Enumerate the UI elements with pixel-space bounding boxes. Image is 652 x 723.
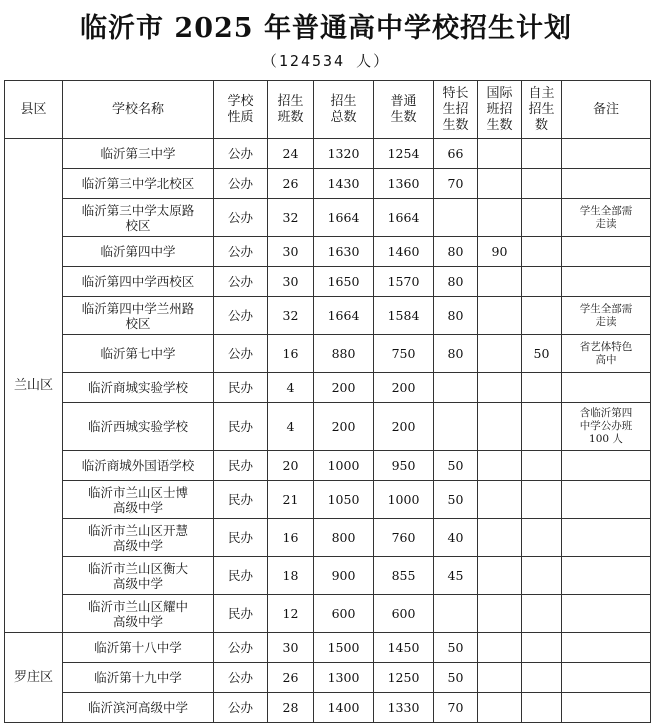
total-enrollment-cell: 1300 bbox=[314, 663, 374, 693]
remarks-cell bbox=[562, 237, 651, 267]
school-name-cell: 临沂市兰山区衡大 高级中学 bbox=[63, 557, 214, 595]
class-count-cell: 28 bbox=[268, 693, 314, 723]
international-class-cell bbox=[478, 633, 522, 663]
total-enrollment-cell: 1050 bbox=[314, 481, 374, 519]
table-row bbox=[5, 373, 651, 403]
school-name-cell: 临沂第三中学 bbox=[63, 139, 214, 169]
total-enrollment-cell: 900 bbox=[314, 557, 374, 595]
total-enrollment-cell: 800 bbox=[314, 519, 374, 557]
autonomous-enrollment-cell bbox=[522, 481, 562, 519]
autonomous-enrollment-cell bbox=[522, 403, 562, 451]
school-name-cell: 临沂滨河高级中学 bbox=[63, 693, 214, 723]
table-row bbox=[5, 297, 651, 335]
special-talent-cell: 50 bbox=[434, 481, 478, 519]
header-special-talent: 特长 生招 生数 bbox=[434, 81, 478, 139]
autonomous-enrollment-cell bbox=[522, 199, 562, 237]
special-talent-cell: 50 bbox=[434, 451, 478, 481]
remarks-cell bbox=[562, 481, 651, 519]
regular-students-cell: 1254 bbox=[374, 139, 434, 169]
school-nature-cell: 民办 bbox=[214, 519, 268, 557]
page-title: 临沂市 2025 年普通高中学校招生计划 bbox=[80, 13, 572, 44]
school-name-cell: 临沂商城实验学校 bbox=[63, 373, 214, 403]
special-talent-cell bbox=[434, 373, 478, 403]
school-name-cell: 临沂市兰山区耀中 高级中学 bbox=[63, 595, 214, 633]
autonomous-enrollment-cell bbox=[522, 557, 562, 595]
school-nature-cell: 公办 bbox=[214, 267, 268, 297]
school-name-cell: 临沂第十八中学 bbox=[63, 633, 214, 663]
total-enrollment-cell: 1430 bbox=[314, 169, 374, 199]
remarks-cell bbox=[562, 373, 651, 403]
total-enrollment-cell: 600 bbox=[314, 595, 374, 633]
header-class-count: 招生 班数 bbox=[268, 81, 314, 139]
remarks-cell bbox=[562, 557, 651, 595]
class-count-cell: 20 bbox=[268, 451, 314, 481]
school-name-cell: 临沂西城实验学校 bbox=[63, 403, 214, 451]
school-name-cell: 临沂第三中学北校区 bbox=[63, 169, 214, 199]
total-enrollment-cell: 200 bbox=[314, 373, 374, 403]
international-class-cell bbox=[478, 373, 522, 403]
international-class-cell bbox=[478, 595, 522, 633]
class-count-cell: 32 bbox=[268, 199, 314, 237]
total-enrollment-cell: 1664 bbox=[314, 297, 374, 335]
table-header-row bbox=[5, 81, 651, 139]
remarks-cell bbox=[562, 267, 651, 297]
autonomous-enrollment-cell bbox=[522, 595, 562, 633]
header-regular-students: 普通 生数 bbox=[374, 81, 434, 139]
special-talent-cell: 66 bbox=[434, 139, 478, 169]
autonomous-enrollment-cell bbox=[522, 267, 562, 297]
total-enrollment-cell: 1320 bbox=[314, 139, 374, 169]
school-name-cell: 临沂第三中学太原路 校区 bbox=[63, 199, 214, 237]
international-class-cell bbox=[478, 693, 522, 723]
special-talent-cell: 40 bbox=[434, 519, 478, 557]
school-name-cell: 临沂第四中学西校区 bbox=[63, 267, 214, 297]
table-row bbox=[5, 139, 651, 169]
autonomous-enrollment-cell bbox=[522, 693, 562, 723]
autonomous-enrollment-cell bbox=[522, 373, 562, 403]
remarks-cell bbox=[562, 693, 651, 723]
remarks-cell: 省艺体特色 高中 bbox=[562, 335, 651, 373]
class-count-cell: 18 bbox=[268, 557, 314, 595]
class-count-cell: 32 bbox=[268, 297, 314, 335]
header-school-name: 学校名称 bbox=[63, 81, 214, 139]
remarks-cell: 含临沂第四 中学公办班 100 人 bbox=[562, 403, 651, 451]
school-nature-cell: 民办 bbox=[214, 373, 268, 403]
table-row bbox=[5, 335, 651, 373]
total-enrollment-cell: 1630 bbox=[314, 237, 374, 267]
table-row bbox=[5, 633, 651, 663]
class-count-cell: 4 bbox=[268, 403, 314, 451]
header-total-enrollment: 招生 总数 bbox=[314, 81, 374, 139]
class-count-cell: 26 bbox=[268, 663, 314, 693]
remarks-cell: 学生全部需 走读 bbox=[562, 297, 651, 335]
county-cell: 罗庄区 bbox=[5, 633, 63, 723]
international-class-cell bbox=[478, 557, 522, 595]
header-county: 县区 bbox=[5, 81, 63, 139]
special-talent-cell: 50 bbox=[434, 633, 478, 663]
special-talent-cell: 80 bbox=[434, 267, 478, 297]
special-talent-cell: 80 bbox=[434, 237, 478, 267]
header-remarks: 备注 bbox=[562, 81, 651, 139]
regular-students-cell: 750 bbox=[374, 335, 434, 373]
class-count-cell: 30 bbox=[268, 633, 314, 663]
autonomous-enrollment-cell bbox=[522, 451, 562, 481]
regular-students-cell: 600 bbox=[374, 595, 434, 633]
total-enrollment-cell: 1500 bbox=[314, 633, 374, 663]
school-nature-cell: 公办 bbox=[214, 663, 268, 693]
table-row bbox=[5, 267, 651, 297]
class-count-cell: 4 bbox=[268, 373, 314, 403]
header-autonomous-enrollment: 自主 招生 数 bbox=[522, 81, 562, 139]
special-talent-cell: 50 bbox=[434, 663, 478, 693]
school-name-cell: 临沂第四中学 bbox=[63, 237, 214, 267]
table-row bbox=[5, 237, 651, 267]
international-class-cell bbox=[478, 297, 522, 335]
class-count-cell: 16 bbox=[268, 335, 314, 373]
school-nature-cell: 公办 bbox=[214, 237, 268, 267]
total-enrollment-cell: 1664 bbox=[314, 199, 374, 237]
total-enrollment-cell: 1400 bbox=[314, 693, 374, 723]
remarks-cell: 学生全部需 走读 bbox=[562, 199, 651, 237]
autonomous-enrollment-cell bbox=[522, 297, 562, 335]
school-nature-cell: 民办 bbox=[214, 481, 268, 519]
regular-students-cell: 200 bbox=[374, 373, 434, 403]
table-row bbox=[5, 481, 651, 519]
regular-students-cell: 1250 bbox=[374, 663, 434, 693]
header-international-class: 国际 班招 生数 bbox=[478, 81, 522, 139]
school-nature-cell: 民办 bbox=[214, 403, 268, 451]
regular-students-cell: 1570 bbox=[374, 267, 434, 297]
remarks-cell bbox=[562, 663, 651, 693]
school-nature-cell: 民办 bbox=[214, 451, 268, 481]
special-talent-cell: 80 bbox=[434, 335, 478, 373]
international-class-cell bbox=[478, 481, 522, 519]
international-class-cell bbox=[478, 451, 522, 481]
regular-students-cell: 1360 bbox=[374, 169, 434, 199]
class-count-cell: 12 bbox=[268, 595, 314, 633]
enrollment-plan-table bbox=[4, 80, 651, 723]
total-enrollment-cell: 200 bbox=[314, 403, 374, 451]
school-nature-cell: 民办 bbox=[214, 557, 268, 595]
header-school-nature: 学校 性质 bbox=[214, 81, 268, 139]
school-name-cell: 临沂第四中学兰州路 校区 bbox=[63, 297, 214, 335]
table-row bbox=[5, 663, 651, 693]
class-count-cell: 30 bbox=[268, 267, 314, 297]
county-cell: 兰山区 bbox=[5, 139, 63, 633]
regular-students-cell: 200 bbox=[374, 403, 434, 451]
school-name-cell: 临沂第十九中学 bbox=[63, 663, 214, 693]
autonomous-enrollment-cell bbox=[522, 139, 562, 169]
regular-students-cell: 1330 bbox=[374, 693, 434, 723]
special-talent-cell bbox=[434, 595, 478, 633]
remarks-cell bbox=[562, 595, 651, 633]
remarks-cell bbox=[562, 633, 651, 663]
school-nature-cell: 公办 bbox=[214, 169, 268, 199]
international-class-cell: 90 bbox=[478, 237, 522, 267]
total-enrollment-cell: 1650 bbox=[314, 267, 374, 297]
remarks-cell bbox=[562, 451, 651, 481]
international-class-cell bbox=[478, 199, 522, 237]
autonomous-enrollment-cell bbox=[522, 663, 562, 693]
international-class-cell bbox=[478, 519, 522, 557]
page-subtitle: （124534 人） bbox=[261, 52, 391, 70]
special-talent-cell: 70 bbox=[434, 169, 478, 199]
table-row bbox=[5, 403, 651, 451]
school-nature-cell: 公办 bbox=[214, 633, 268, 663]
table-row bbox=[5, 557, 651, 595]
table-row bbox=[5, 451, 651, 481]
international-class-cell bbox=[478, 169, 522, 199]
international-class-cell bbox=[478, 335, 522, 373]
regular-students-cell: 760 bbox=[374, 519, 434, 557]
international-class-cell bbox=[478, 139, 522, 169]
regular-students-cell: 1450 bbox=[374, 633, 434, 663]
regular-students-cell: 1000 bbox=[374, 481, 434, 519]
special-talent-cell bbox=[434, 199, 478, 237]
remarks-cell bbox=[562, 519, 651, 557]
class-count-cell: 16 bbox=[268, 519, 314, 557]
regular-students-cell: 1460 bbox=[374, 237, 434, 267]
table-row bbox=[5, 169, 651, 199]
table-row bbox=[5, 595, 651, 633]
international-class-cell bbox=[478, 663, 522, 693]
international-class-cell bbox=[478, 403, 522, 451]
regular-students-cell: 950 bbox=[374, 451, 434, 481]
special-talent-cell: 80 bbox=[434, 297, 478, 335]
table-row bbox=[5, 693, 651, 723]
school-nature-cell: 公办 bbox=[214, 335, 268, 373]
special-talent-cell: 70 bbox=[434, 693, 478, 723]
table-row bbox=[5, 199, 651, 237]
autonomous-enrollment-cell bbox=[522, 169, 562, 199]
total-enrollment-cell: 880 bbox=[314, 335, 374, 373]
special-talent-cell: 45 bbox=[434, 557, 478, 595]
regular-students-cell: 855 bbox=[374, 557, 434, 595]
school-name-cell: 临沂市兰山区士博 高级中学 bbox=[63, 481, 214, 519]
school-nature-cell: 公办 bbox=[214, 199, 268, 237]
school-name-cell: 临沂市兰山区开慧 高级中学 bbox=[63, 519, 214, 557]
remarks-cell bbox=[562, 139, 651, 169]
total-enrollment-cell: 1000 bbox=[314, 451, 374, 481]
autonomous-enrollment-cell bbox=[522, 237, 562, 267]
class-count-cell: 30 bbox=[268, 237, 314, 267]
remarks-cell bbox=[562, 169, 651, 199]
class-count-cell: 26 bbox=[268, 169, 314, 199]
school-nature-cell: 公办 bbox=[214, 297, 268, 335]
school-nature-cell: 公办 bbox=[214, 139, 268, 169]
regular-students-cell: 1664 bbox=[374, 199, 434, 237]
school-nature-cell: 公办 bbox=[214, 693, 268, 723]
school-name-cell: 临沂第七中学 bbox=[63, 335, 214, 373]
class-count-cell: 21 bbox=[268, 481, 314, 519]
class-count-cell: 24 bbox=[268, 139, 314, 169]
special-talent-cell bbox=[434, 403, 478, 451]
autonomous-enrollment-cell bbox=[522, 519, 562, 557]
regular-students-cell: 1584 bbox=[374, 297, 434, 335]
autonomous-enrollment-cell: 50 bbox=[522, 335, 562, 373]
table-row bbox=[5, 519, 651, 557]
autonomous-enrollment-cell bbox=[522, 633, 562, 663]
school-nature-cell: 民办 bbox=[214, 595, 268, 633]
international-class-cell bbox=[478, 267, 522, 297]
school-name-cell: 临沂商城外国语学校 bbox=[63, 451, 214, 481]
